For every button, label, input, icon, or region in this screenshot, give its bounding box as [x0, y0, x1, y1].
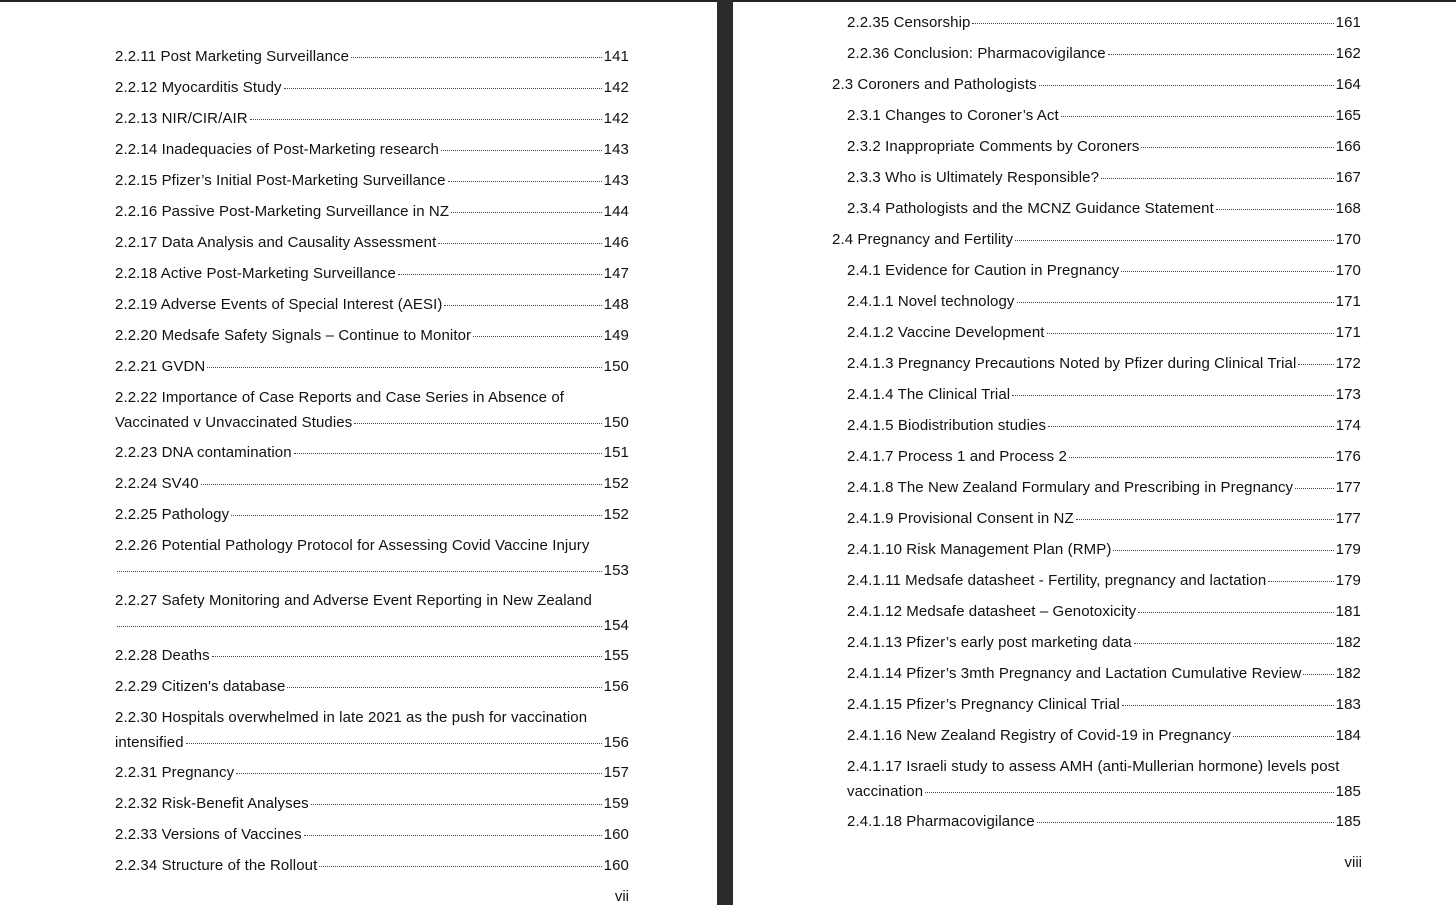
dot-leader: [1268, 581, 1333, 582]
dot-leader: [448, 181, 602, 182]
dot-leader: [1015, 240, 1334, 241]
dot-leader: [1303, 674, 1333, 675]
toc-entry-title: 2.2.15 Pfizer’s Initial Post-Marketing Surveillance: [115, 172, 446, 189]
toc-entry[interactable]: [832, 323, 1361, 343]
toc-entry-title: 2.2.33 Versions of Vaccines: [115, 826, 302, 843]
toc-entry-page: 166: [1335, 138, 1361, 155]
toc-entry-title: 2.4 Pregnancy and Fertility: [832, 231, 1014, 248]
toc-entry[interactable]: [115, 677, 629, 697]
toc-entry-title: 2.2.24 SV40: [115, 475, 199, 492]
toc-entry[interactable]: [832, 199, 1361, 219]
toc-entry-title: 2.4.1.5 Biodistribution studies: [847, 417, 1047, 434]
toc-entry[interactable]: [832, 478, 1361, 498]
toc-entry-title: 2.4.1.4 The Clinical Trial: [847, 386, 1011, 403]
dot-leader: [1113, 550, 1333, 551]
toc-entry-page: 150: [603, 414, 629, 431]
toc-entry-title: 2.2.13 NIR/CIR/AIR: [115, 110, 248, 127]
toc-entry-page: 177: [1335, 479, 1361, 496]
dot-leader: [250, 119, 602, 120]
toc-entry[interactable]: [115, 109, 629, 129]
toc-entry-page: 146: [603, 234, 629, 251]
dot-leader: [236, 773, 601, 774]
page-gutter: [717, 0, 733, 905]
toc-entry[interactable]: [115, 202, 629, 222]
toc-entry-page: 183: [1335, 696, 1361, 713]
toc-list-right: [832, 13, 1361, 843]
toc-entry[interactable]: [115, 233, 629, 253]
toc-entry-page: 181: [1335, 603, 1361, 620]
dot-leader: [319, 866, 601, 867]
dot-leader: [311, 804, 602, 805]
toc-entry[interactable]: [832, 633, 1361, 653]
toc-entry-title: 2.3 Coroners and Pathologists: [832, 76, 1037, 93]
toc-entry[interactable]: [115, 78, 629, 98]
toc-entry-title: 2.4.1.12 Medsafe datasheet – Genotoxicity: [847, 603, 1137, 620]
toc-entry[interactable]: [115, 326, 629, 346]
toc-entry-page: 153: [603, 562, 629, 579]
toc-entry[interactable]: [832, 757, 1361, 802]
toc-entry-page: 148: [603, 296, 629, 313]
toc-entry[interactable]: [115, 171, 629, 191]
dot-leader: [207, 367, 601, 368]
toc-entry[interactable]: [832, 571, 1361, 591]
toc-entry[interactable]: [115, 443, 629, 463]
dot-leader: [1047, 333, 1334, 334]
toc-entry-page: 168: [1335, 200, 1361, 217]
toc-entry[interactable]: [832, 168, 1361, 188]
toc-entry[interactable]: [115, 474, 629, 494]
toc-entry-page: 154: [603, 617, 629, 634]
toc-entry[interactable]: [832, 726, 1361, 746]
toc-entry-title: 2.2.23 DNA contamination: [115, 444, 292, 461]
toc-entry[interactable]: [115, 591, 629, 636]
toc-entry[interactable]: [115, 505, 629, 525]
toc-entry-page: 179: [1335, 572, 1361, 589]
dot-leader: [1141, 147, 1333, 148]
toc-entry-page: 160: [603, 857, 629, 874]
toc-entry-title: 2.4.1.15 Pfizer’s Pregnancy Clinical Trial: [847, 696, 1120, 713]
dot-leader: [231, 515, 601, 516]
toc-entry-title: 2.2.36 Conclusion: Pharmacovigilance: [847, 45, 1106, 62]
toc-entry-title: 2.2.28 Deaths: [115, 647, 210, 664]
toc-entry[interactable]: [832, 13, 1361, 33]
toc-entry-page: 156: [603, 678, 629, 695]
toc-entry[interactable]: [832, 75, 1361, 95]
toc-entry-page: 147: [603, 265, 629, 282]
toc-entry-page: 150: [603, 358, 629, 375]
dot-leader: [1121, 271, 1333, 272]
toc-entry-page: 152: [603, 475, 629, 492]
toc-entry-page: 155: [603, 647, 629, 664]
toc-entry-page: 177: [1335, 510, 1361, 527]
dot-leader: [1216, 209, 1334, 210]
dot-leader: [294, 453, 602, 454]
toc-entry[interactable]: [115, 536, 629, 581]
toc-entry-page: 144: [603, 203, 629, 220]
toc-entry[interactable]: [832, 385, 1361, 405]
dot-leader: [1295, 488, 1334, 489]
dot-leader: [441, 150, 602, 151]
toc-entry-page: 173: [1335, 386, 1361, 403]
toc-entry-page: 160: [603, 826, 629, 843]
dot-leader: [212, 656, 602, 657]
toc-entry-page: 179: [1335, 541, 1361, 558]
toc-entry-title: 2.4.1.9 Provisional Consent in NZ: [847, 510, 1074, 527]
dot-leader: [398, 274, 602, 275]
toc-entry-title-line1: 2.2.30 Hospitals overwhelmed in late 2021 as the push for vaccination: [115, 709, 588, 726]
toc-entry-title: 2.2.31 Pregnancy: [115, 764, 235, 781]
toc-entry[interactable]: [832, 664, 1361, 684]
dot-leader: [451, 212, 602, 213]
toc-entry-title: 2.2.14 Inadequacies of Post-Marketing research: [115, 141, 439, 158]
dot-leader: [1138, 612, 1333, 613]
toc-entry[interactable]: [115, 708, 629, 753]
toc-entry-title: Vaccinated v Unvaccinated Studies: [115, 414, 353, 431]
toc-entry-title: 2.3.4 Pathologists and the MCNZ Guidance Statement: [847, 200, 1214, 217]
toc-entry-title: 2.2.11 Post Marketing Surveillance: [115, 48, 350, 65]
toc-entry-title: 2.2.32 Risk-Benefit Analyses: [115, 795, 309, 812]
toc-entry-page: 143: [603, 141, 629, 158]
toc-entry-title: 2.2.25 Pathology: [115, 506, 230, 523]
toc-entry-title: 2.3.3 Who is Ultimately Responsible?: [847, 169, 1100, 186]
dot-leader: [354, 423, 601, 424]
toc-entry[interactable]: [115, 140, 629, 160]
dot-leader: [1122, 705, 1334, 706]
dot-leader: [444, 305, 601, 306]
toc-entry[interactable]: [115, 357, 629, 377]
dot-leader: [925, 792, 1334, 793]
toc-entry-title: 2.2.34 Structure of the Rollout: [115, 857, 318, 874]
dot-leader: [117, 626, 602, 627]
dot-leader: [1134, 643, 1334, 644]
toc-entry[interactable]: [832, 261, 1361, 281]
toc-entry-title: 2.2.16 Passive Post-Marketing Surveillance in NZ: [115, 203, 450, 220]
toc-entry[interactable]: [832, 106, 1361, 126]
toc-entry-title: 2.2.21 GVDN: [115, 358, 206, 375]
toc-entry[interactable]: [832, 416, 1361, 436]
toc-entry-title: 2.4.1.1 Novel technology: [847, 293, 1015, 310]
toc-entry-title-line1: 2.4.1.17 Israeli study to assess AMH (anti-Mullerian hormone) levels post: [847, 758, 1340, 775]
toc-entry[interactable]: [115, 264, 629, 284]
toc-entry-title: 2.4.1 Evidence for Caution in Pregnancy: [847, 262, 1120, 279]
toc-entry-page: 176: [1335, 448, 1361, 465]
toc-entry-page: 171: [1335, 324, 1361, 341]
dot-leader: [117, 571, 602, 572]
toc-entry-title: 2.4.1.10 Risk Management Plan (RMP): [847, 541, 1112, 558]
toc-entry[interactable]: [832, 137, 1361, 157]
dot-leader: [1101, 178, 1334, 179]
dot-leader: [473, 336, 602, 337]
toc-entry[interactable]: [115, 763, 629, 783]
dot-leader: [1061, 116, 1334, 117]
page-number: viii: [1344, 854, 1362, 871]
toc-page-left: [0, 0, 717, 905]
toc-entry[interactable]: [832, 602, 1361, 622]
dot-leader: [1037, 822, 1334, 823]
toc-entry-title-line1: 2.2.26 Potential Pathology Protocol for Assessing Covid Vaccine Injury: [115, 537, 590, 554]
dot-leader: [1108, 54, 1334, 55]
toc-entry-title: 2.2.20 Medsafe Safety Signals – Continue to Monitor: [115, 327, 472, 344]
toc-entry[interactable]: [832, 540, 1361, 560]
dot-leader: [1048, 426, 1334, 427]
toc-entry-title: 2.3.1 Changes to Coroner’s Act: [847, 107, 1059, 124]
toc-entry-title: 2.2.35 Censorship: [847, 14, 971, 31]
toc-entry-title: 2.4.1.13 Pfizer’s early post marketing data: [847, 634, 1132, 651]
dot-leader: [972, 23, 1333, 24]
toc-entry-title: 2.2.19 Adverse Events of Special Interest (AESI): [115, 296, 443, 313]
toc-entry-page: 162: [1335, 45, 1361, 62]
toc-entry[interactable]: [115, 295, 629, 315]
toc-entry-page: 171: [1335, 293, 1361, 310]
toc-entry-page: 156: [603, 734, 629, 751]
toc-page-right: [733, 0, 1456, 905]
page-number: vii: [614, 888, 629, 905]
dot-leader: [438, 243, 601, 244]
toc-entry[interactable]: [115, 47, 629, 67]
toc-entry-title: 2.4.1.3 Pregnancy Precautions Noted by Pfizer during Clinical Trial: [847, 355, 1297, 372]
toc-entry[interactable]: [832, 509, 1361, 529]
toc-entry[interactable]: [832, 44, 1361, 64]
toc-entry[interactable]: [115, 825, 629, 845]
toc-entry[interactable]: [832, 354, 1361, 374]
toc-entry-page: 151: [603, 444, 629, 461]
toc-entry[interactable]: [832, 447, 1361, 467]
dot-leader: [284, 88, 602, 89]
toc-entry-page: 172: [1335, 355, 1361, 372]
toc-entry-title: 2.2.17 Data Analysis and Causality Assessment: [115, 234, 437, 251]
toc-entry-page: 182: [1335, 634, 1361, 651]
toc-entry-page: 152: [603, 506, 629, 523]
toc-entry-title: 2.4.1.16 New Zealand Registry of Covid-19 in Pregnancy: [847, 727, 1231, 744]
dot-leader: [1069, 457, 1334, 458]
toc-entry-page: 165: [1335, 107, 1361, 124]
toc-entry-title: 2.4.1.7 Process 1 and Process 2: [847, 448, 1067, 465]
toc-entry-title: 2.4.1.8 The New Zealand Formulary and Prescribing in Pregnancy: [847, 479, 1294, 496]
dot-leader: [1233, 736, 1334, 737]
dot-leader: [1076, 519, 1334, 520]
toc-entry-page: 167: [1335, 169, 1361, 186]
toc-entry-page: 143: [603, 172, 629, 189]
toc-entry-title: 2.4.1.11 Medsafe datasheet - Fertility, pregnancy and lactation: [847, 572, 1267, 589]
toc-entry-page: 161: [1335, 14, 1361, 31]
toc-entry[interactable]: [832, 812, 1361, 832]
toc-entry-title: 2.4.1.2 Vaccine Development: [847, 324, 1045, 341]
toc-entry-title-line1: 2.2.27 Safety Monitoring and Adverse Event Reporting in New Zealand: [115, 592, 592, 609]
toc-entry-page: 159: [603, 795, 629, 812]
toc-entry-page: 141: [603, 48, 629, 65]
toc-list-left: [115, 47, 629, 887]
dot-leader: [1012, 395, 1333, 396]
dot-leader: [304, 835, 602, 836]
toc-entry-title: 2.2.12 Myocarditis Study: [115, 79, 282, 96]
toc-entry-page: 182: [1335, 665, 1361, 682]
toc-entry-page: 170: [1335, 262, 1361, 279]
toc-entry[interactable]: [832, 230, 1361, 250]
toc-entry-title: 2.4.1.18 Pharmacovigilance: [847, 813, 1035, 830]
dot-leader: [1298, 364, 1333, 365]
toc-entry-title: 2.4.1.14 Pfizer’s 3mth Pregnancy and Lactation Cumulative Review: [847, 665, 1302, 682]
toc-entry-title: intensified: [115, 734, 184, 751]
toc-entry-page: 142: [603, 79, 629, 96]
toc-entry[interactable]: [832, 292, 1361, 312]
dot-leader: [201, 484, 602, 485]
dot-leader: [186, 743, 602, 744]
toc-entry[interactable]: [115, 856, 629, 876]
toc-entry-page: 185: [1335, 813, 1361, 830]
toc-entry-title: 2.3.2 Inappropriate Comments by Coroners: [847, 138, 1140, 155]
toc-entry-page: 149: [603, 327, 629, 344]
toc-entry-page: 185: [1335, 783, 1361, 800]
toc-entry-page: 164: [1335, 76, 1361, 93]
dot-leader: [1017, 302, 1334, 303]
toc-entry-title-line1: 2.2.22 Importance of Case Reports and Case Series in Absence of: [115, 389, 565, 406]
toc-entry-page: 170: [1335, 231, 1361, 248]
toc-entry-title: 2.2.29 Citizen's database: [115, 678, 286, 695]
toc-entry-page: 142: [603, 110, 629, 127]
toc-entry[interactable]: [115, 388, 629, 433]
dot-leader: [1039, 85, 1334, 86]
toc-entry-page: 157: [603, 764, 629, 781]
toc-entry-title: 2.2.18 Active Post-Marketing Surveillance: [115, 265, 396, 282]
dot-leader: [351, 57, 602, 58]
toc-entry-title: vaccination: [847, 783, 924, 800]
toc-entry[interactable]: [115, 794, 629, 814]
toc-entry-page: 184: [1335, 727, 1361, 744]
toc-entry[interactable]: [832, 695, 1361, 715]
toc-entry[interactable]: [115, 646, 629, 666]
dot-leader: [287, 687, 601, 688]
toc-entry-page: 174: [1335, 417, 1361, 434]
